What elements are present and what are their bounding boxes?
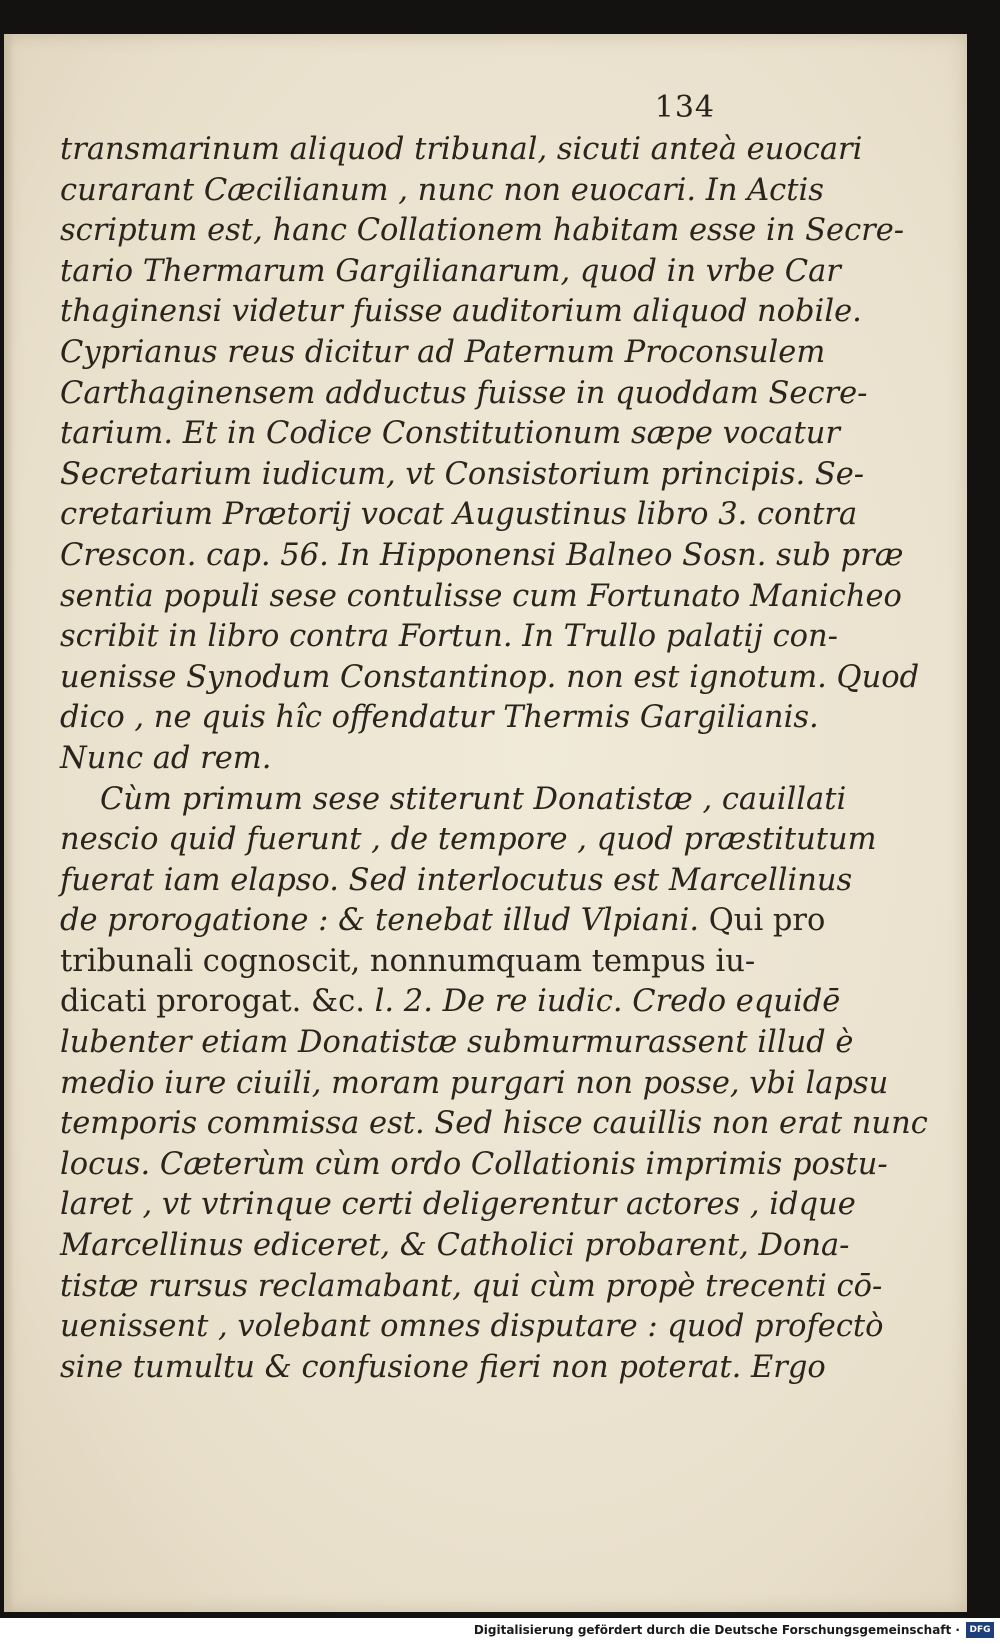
text-line: curarant Cæcilianum , nunc non euocari. In Actis [60, 172, 824, 208]
text-line: uenisse Synodum Constantinop. non est ignotum. Quod [60, 659, 920, 695]
text-line: transmarinum aliquod tribunal, sicuti anteà euocari [60, 132, 863, 167]
page-number: 134 [654, 90, 715, 125]
page-text [60, 130, 928, 1388]
quote-segment: dicati prorogat. &c. [60, 984, 365, 1020]
text-line: nescio quid fuerunt , de tempore , quod præstitutum [60, 822, 877, 858]
text-line: lubenter etiam Donatistæ submurmurassent illud è [60, 1025, 854, 1061]
text-segment: de prorogatione : & tenebat illud Vlpiani. [60, 903, 700, 939]
text-line: laret , vt vtrinque certi deligerentur actores , idque [60, 1187, 856, 1223]
text-line: scribit in libro contra Fortun. In Trullo palatij con- [60, 619, 838, 655]
quote-line: tribunali cognoscit, nonnumquam tempus iu- [60, 943, 756, 979]
text-line: sentia populi sese contulisse cum Fortunato Manicheo [60, 578, 902, 614]
citation-segment: l. 2. De re iudic. Credo equidē [364, 984, 841, 1020]
text-line: temporis commissa est. Sed hisce cauillis non erat nunc [60, 1106, 928, 1142]
text-line: Cyprianus reus dicitur ad Paternum Proconsulem [60, 334, 826, 370]
text-line: dico , ne quis hîc offendatur Thermis Gargilianis. [60, 700, 819, 736]
text-line: medio iure ciuili, moram purgari non posse, vbi lapsu [60, 1065, 889, 1101]
quote-line [60, 982, 841, 1023]
funding-notice: Digitalisierung gefördert durch die Deutsche Forschungsgemeinschaft · [473, 1623, 960, 1637]
text-line: tarium. Et in Codice Constitutionum sæpe vocatur [60, 416, 840, 452]
text-line: fuerat iam elapso. Sed interlocutus est Marcellinus [60, 862, 853, 898]
book-page [4, 34, 967, 1612]
text-line: tistæ rursus reclamabant, qui cùm propè trecenti cō- [60, 1268, 883, 1304]
text-line: Crescon. cap. 56. In Hipponensi Balneo Sosn. sub præ [60, 537, 904, 573]
text-line: Secretarium iudicum, vt Consistorium principis. Se- [60, 456, 865, 492]
text-line: thaginensi videtur fuisse auditorium aliquod nobile. [60, 294, 862, 330]
text-line: sine tumultu & confusione fieri non poterat. Ergo [60, 1349, 826, 1385]
quote-segment: Qui pro [708, 903, 826, 939]
footer-bar [0, 1618, 1000, 1644]
text-line: Marcellinus ediceret, & Catholici probarent, Dona- [60, 1228, 850, 1264]
text-line: uenissent , volebant omnes disputare : quod profectò [60, 1309, 884, 1345]
text-line: tario Thermarum Gargilianarum, quod in vrbe Car [60, 253, 841, 289]
text-line: cretarium Prætorij vocat Augustinus libro 3. contra [60, 497, 858, 533]
dfg-logo-icon: DFG [966, 1622, 994, 1638]
text-line: locus. Cæterùm cùm ordo Collationis imprimis postu- [60, 1146, 888, 1182]
text-line [60, 901, 826, 942]
paragraph-start-line: Cùm primum sese stiterunt Donatistæ , cauillati [100, 781, 847, 817]
text-line: scriptum est, hanc Collationem habitam esse in Secre- [60, 213, 905, 249]
text-line: Nunc ad rem. [60, 740, 272, 776]
text-line: Carthaginensem adductus fuisse in quoddam Secre- [60, 375, 868, 411]
